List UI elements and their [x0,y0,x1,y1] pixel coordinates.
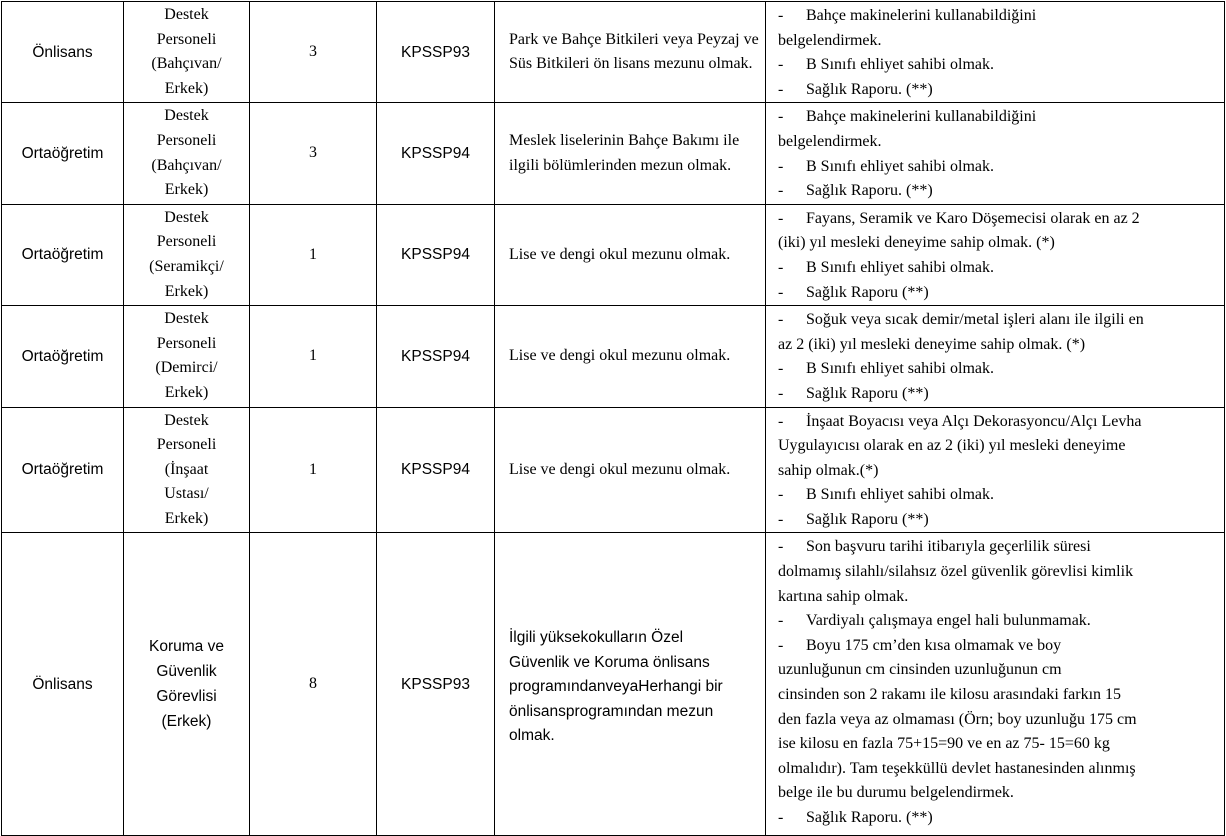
position-line: (Bahçıvan/ [151,156,222,174]
kpss-code-cell: KPSSP94 [377,103,495,204]
bullet-dash: - [778,510,784,528]
position-cell [124,204,250,305]
requirement-line [778,155,1220,180]
position-line: Erkek) [164,282,209,300]
requirement-text: ise kilosu en fazla 75+15=90 ve en az 75- 15=60 kg [778,735,1110,753]
position-line: Erkek) [164,509,209,527]
requirement-line [778,4,1220,29]
requirements-cell [766,2,1225,103]
position-cell [124,2,250,103]
qualification-cell: Lise ve dengi okul mezunu olmak. [495,407,766,533]
requirement-line [778,634,1220,659]
requirements-cell [766,306,1225,407]
requirement-text: Uygulayıcısı olarak en az 2 (iki) yıl mesleki deneyime [778,437,1126,455]
requirement-text: Bahçe makinelerini kullanabildiğini [806,7,1037,24]
position-line: Personeli [156,334,217,352]
requirement-text: B Sınıfı ehliyet sahibi olmak. [806,157,994,175]
qualification-line: olmak. [509,727,555,745]
education-level-cell: Önlisans [2,2,124,103]
table-row [2,533,1225,836]
requirement-line [778,535,1220,560]
kpss-code-cell: KPSSP94 [377,204,495,305]
bullet-dash: - [778,258,784,276]
bullet-dash: - [778,538,784,556]
qualification-cell: Lise ve dengi okul mezunu olmak. [495,306,766,407]
bullet-dash: - [778,157,784,175]
requirement-text: İnşaat Boyacısı veya Alçı Dekorasyoncu/Alçı Levha [806,412,1142,430]
kpss-code-cell: KPSSP94 [377,306,495,407]
qualification-cell: Lise ve dengi okul mezunu olmak. [495,204,766,305]
education-level-cell: Ortaöğretim [2,306,124,407]
requirement-text: belgelendirmek. [778,31,882,49]
kpss-code-cell: KPSSP93 [377,2,495,103]
position-line: Erkek) [164,383,209,401]
requirement-line [778,53,1220,78]
qualification-cell: Park ve Bahçe Bitkileri veya Peyzaj ve Süs Bitkileri ön lisans mezunu olmak. [495,2,766,103]
requirement-line [778,683,1220,708]
qualification-cell [495,533,766,836]
requirement-text: Son başvuru tarihi itibarıyla geçerlilik süresi [806,538,1091,556]
requirement-line [778,483,1220,508]
position-line: (Erkek) [161,713,212,731]
position-line: Erkek) [164,79,209,97]
position-count-cell: 1 [250,204,377,305]
requirement-text: Fayans, Seramik ve Karo Döşemecisi olarak en az 2 [806,209,1140,227]
requirement-line [778,105,1220,130]
requirement-line [778,757,1220,782]
requirement-text: dolmamış silahlı/silahsız özel güvenlik görevlisi kimlik [778,563,1134,581]
requirement-text: Vardiyalı çalışmaya engel hali bulunmamak. [806,612,1091,630]
qualification-line: programındanveyaHerhangi bir [509,678,723,696]
position-line: Personeli [156,436,217,454]
position-line: Destek [164,6,209,23]
position-line: Güvenlik [156,663,217,681]
requirements-cell [766,103,1225,204]
table-row [2,103,1225,204]
requirement-line [778,357,1220,382]
bullet-dash: - [778,209,784,227]
qualification-line: İlgili yüksekokulların Özel [509,629,684,647]
position-line: Destek [164,310,209,328]
requirement-line [778,459,1220,484]
requirement-text: Sağlık Raporu (**) [806,384,929,402]
bullet-dash: - [778,612,784,630]
table-row [2,306,1225,407]
position-cell [124,533,250,836]
requirement-text: Soğuk veya sıcak demir/metal işleri alanı ile ilgili en [806,311,1144,329]
qualification-line: Güvenlik ve Koruma önlisans [509,653,710,671]
requirement-line [778,308,1220,333]
requirement-line [778,508,1220,533]
bullet-dash: - [778,80,784,98]
requirement-line [778,256,1220,281]
staff-requirements-table [1,1,1225,836]
table-row [2,2,1225,103]
education-level-cell: Ortaöğretim [2,407,124,533]
position-line: Destek [164,208,209,226]
table-row [2,204,1225,305]
bullet-dash: - [778,56,784,74]
position-count-cell: 1 [250,407,377,533]
position-cell [124,306,250,407]
requirement-line [778,410,1220,435]
position-line: Erkek) [164,181,209,199]
requirement-text: Boyu 175 cm’den kısa olmamak ve boy [806,636,1062,654]
requirement-line [778,658,1220,683]
bullet-dash: - [778,384,784,402]
position-count-cell: 3 [250,2,377,103]
position-line: Personeli [156,131,217,149]
requirement-text: uzunluğunun cm cinsinden uzunluğunun cm [778,661,1062,679]
bullet-dash: - [778,182,784,200]
position-line: Destek [164,107,209,125]
education-level-cell: Ortaöğretim [2,103,124,204]
position-cell [124,407,250,533]
requirement-text: (iki) yıl mesleki deneyime sahip olmak. (*) [778,234,1055,252]
requirement-line [778,708,1220,733]
requirement-line [778,781,1220,806]
requirement-line [778,732,1220,757]
requirements-cell [766,204,1225,305]
requirement-line [778,382,1220,407]
bullet-dash: - [778,360,784,378]
requirement-text: Sağlık Raporu. (**) [806,80,933,98]
requirement-text: Sağlık Raporu (**) [806,283,929,301]
kpss-code-cell: KPSSP94 [377,407,495,533]
position-line: Destek [164,411,209,429]
requirement-text: Bahçe makinelerini kullanabildiğini [806,108,1037,126]
requirement-line [778,585,1220,610]
bullet-dash: - [778,283,784,301]
requirement-line [778,29,1220,54]
requirement-text: az 2 (iki) yıl mesleki deneyime sahip olmak. (*) [778,335,1086,353]
requirement-text: belgelendirmek. [778,132,882,150]
kpss-code-cell: KPSSP93 [377,533,495,836]
bullet-dash: - [778,809,784,826]
requirement-line [778,130,1220,155]
bullet-dash: - [778,486,784,504]
bullet-dash: - [778,7,784,24]
requirement-text: Sağlık Raporu (**) [806,510,929,528]
requirement-text: cinsinden son 2 rakamı ile kilosu arasındaki farkın 15 [778,686,1122,704]
bullet-dash: - [778,636,784,654]
requirement-text: B Sınıfı ehliyet sahibi olmak. [806,258,994,276]
table-row [2,407,1225,533]
qualification-cell: Meslek liselerinin Bahçe Bakımı ile ilgili bölümlerinden mezun olmak. [495,103,766,204]
position-line: Koruma ve [149,638,224,656]
requirement-line [778,179,1220,204]
requirement-line [778,333,1220,358]
position-line: Personeli [156,30,217,48]
education-level-cell: Ortaöğretim [2,204,124,305]
requirement-line [778,434,1220,459]
bullet-dash: - [778,108,784,126]
requirement-line [778,609,1220,634]
requirements-cell [766,533,1225,836]
requirements-cell [766,407,1225,533]
requirement-text: kartına sahip olmak. [778,587,909,605]
requirement-text: B Sınıfı ehliyet sahibi olmak. [806,360,994,378]
position-line: Ustası/ [164,485,209,503]
requirement-text: sahip olmak.(*) [778,461,879,479]
requirement-text: Sağlık Raporu. (**) [806,809,933,826]
bullet-dash: - [778,412,784,430]
requirement-line [778,806,1220,831]
requirement-text: Sağlık Raporu. (**) [806,182,933,200]
requirement-text: B Sınıfı ehliyet sahibi olmak. [806,486,994,504]
position-line: Personeli [156,233,217,251]
position-line: (Bahçıvan/ [151,55,222,73]
requirement-line [778,78,1220,103]
requirement-text: den fazla veya az olmaması (Örn; boy uzunluğu 175 cm [778,710,1137,728]
requirement-line [778,231,1220,256]
position-line: (Seramikçi/ [149,257,224,275]
qualification-line: önlisansprogramından mezun [509,702,714,720]
bullet-dash: - [778,311,784,329]
requirement-line [778,560,1220,585]
requirement-text: belge ile bu durumu belgelendirmek. [778,784,1014,802]
education-level-cell: Önlisans [2,533,124,836]
requirement-text: olmalıdır). Tam teşekküllü devlet hastanesinden alınmış [778,759,1136,777]
position-count-cell: 8 [250,533,377,836]
requirement-line [778,207,1220,232]
position-line: (Demirci/ [155,359,218,377]
requirement-line [778,281,1220,306]
position-line: Görevlisi [156,688,217,706]
position-line: (İnşaat [164,460,209,478]
requirement-text: B Sınıfı ehliyet sahibi olmak. [806,56,994,74]
position-count-cell: 1 [250,306,377,407]
position-count-cell: 3 [250,103,377,204]
position-cell [124,103,250,204]
